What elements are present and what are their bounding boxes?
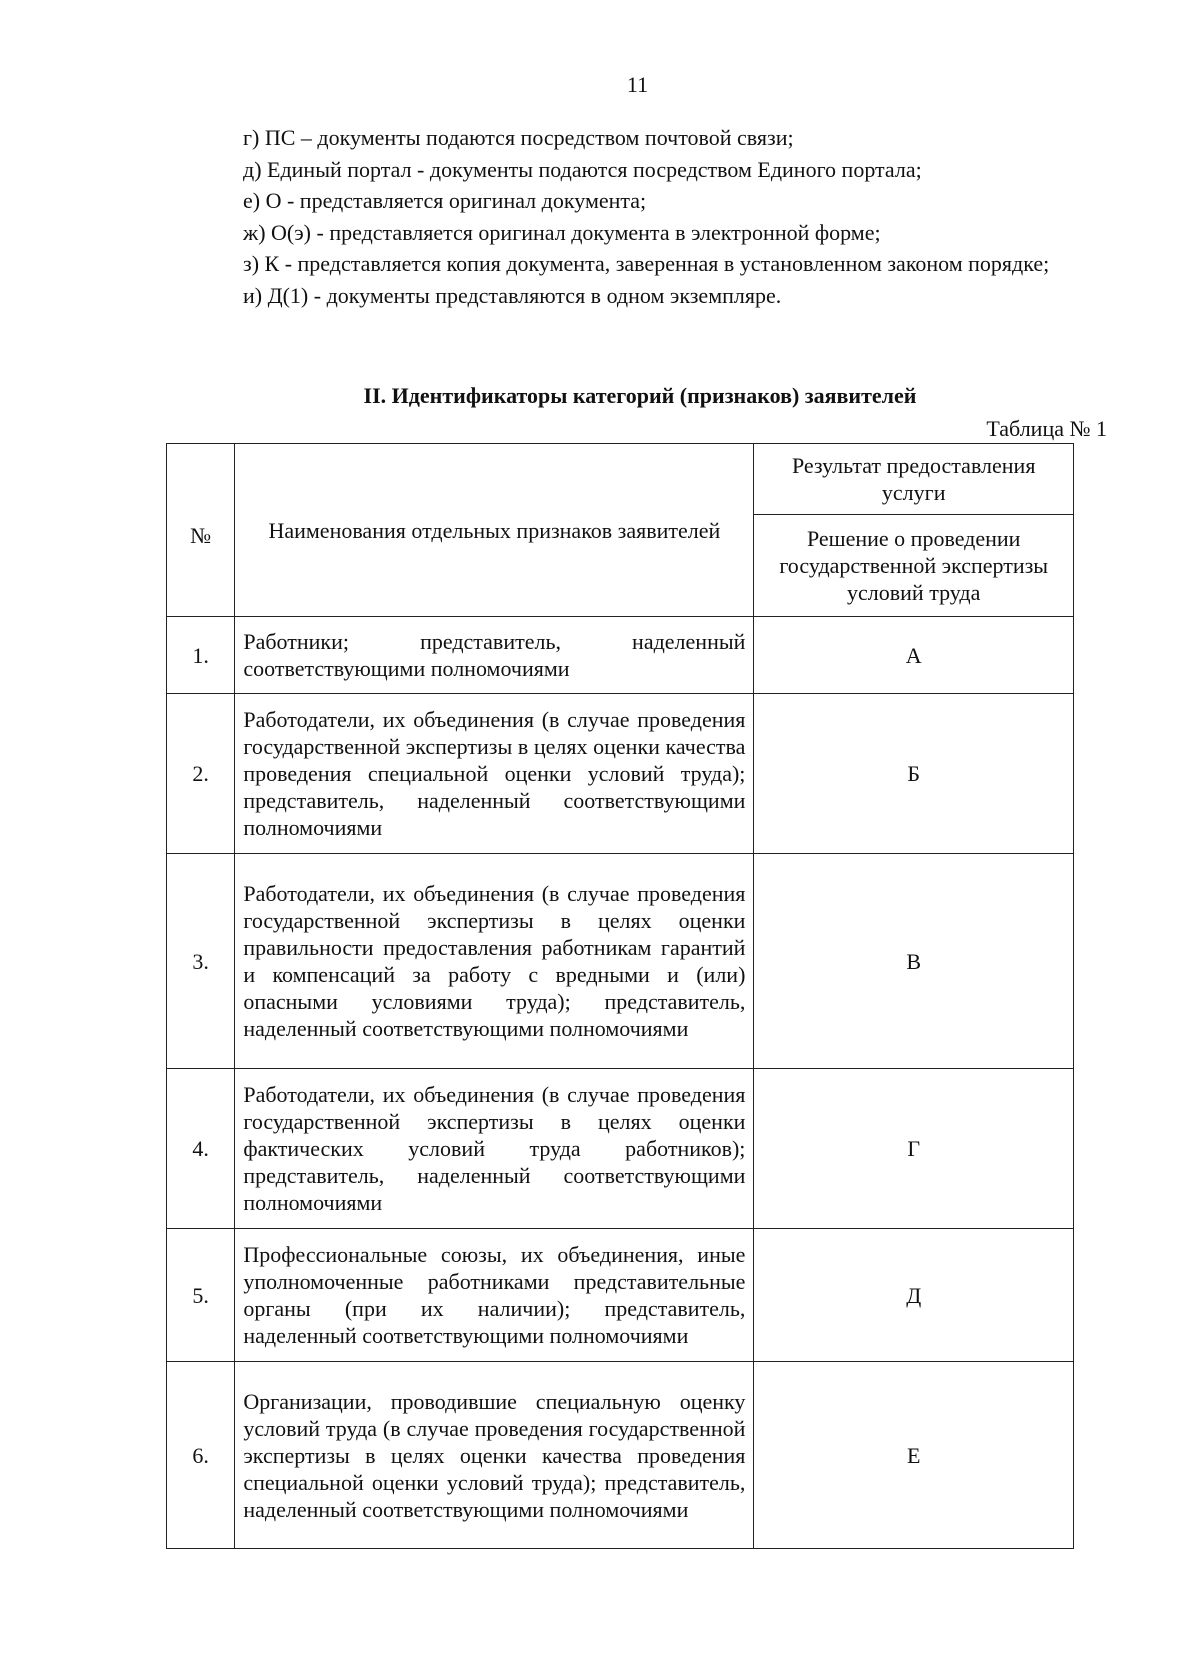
page-number: 11 — [626, 72, 649, 97]
list-item: е) О - представляется оригинал документа; — [243, 188, 647, 213]
row-result: Б — [754, 694, 1074, 854]
header-decision: Решение о проведении государственной экспертизы условий труда — [754, 515, 1074, 617]
row-result: В — [754, 854, 1074, 1069]
applicant-categories-table — [166, 443, 1074, 1549]
row-name: Работодатели, их объединения (в случае проведения государственной экспертизы в целях оценки качества проведения специальной оценки условий труда); представитель, наделенный соответствующими полномочиями — [235, 694, 754, 854]
table-row — [167, 1069, 1074, 1229]
table-label: Таблица № 1 — [986, 416, 1107, 441]
row-num: 6. — [167, 1362, 235, 1549]
table-header-row — [167, 444, 1074, 515]
list-item: и) Д(1) - документы представляются в одном экземпляре. — [243, 282, 782, 308]
row-num: 3. — [167, 854, 235, 1069]
row-num: 2. — [167, 694, 235, 854]
table-row — [167, 854, 1074, 1069]
row-name: Работодатели, их объединения (в случае проведения государственной экспертизы в целях оценки фактических условий труда работников); представитель, наделенный соответствующими полномочиями — [235, 1069, 754, 1229]
header-num: № — [167, 444, 235, 617]
list-item: з) К - представляется копия документа, заверенная в установленном законом порядке; — [243, 251, 1050, 276]
row-name: Профессиональные союзы, их объединения, иные уполномоченные работниками представительные органы (при их наличии); представитель, наделенный соответствующими полномочиями — [235, 1229, 754, 1362]
row-name: Работодатели, их объединения (в случае проведения государственной экспертизы в целях оценки правильности предоставления работникам гарантий и компенсаций за работу с вредными и (или) опасными условиями труда); представитель, наделенный соответствующими полномочиями — [235, 854, 754, 1069]
row-num: 1. — [167, 617, 235, 694]
document-list — [175, 122, 1103, 311]
row-num: 4. — [167, 1069, 235, 1229]
row-name: Организации, проводившие специальную оценку условий труда (в случае проведения государственной экспертизы в целях оценки качества проведения специальной оценки условий труда); представитель, наделенный соответствующими полномочиями — [235, 1362, 754, 1549]
section-title: II. Идентификаторы категорий (признаков) заявителей — [363, 383, 917, 408]
row-name: Работники; представитель, наделенный соответствующими полномочиями — [235, 617, 754, 694]
header-result: Результат предоставления услуги — [754, 444, 1074, 515]
table-row — [167, 1229, 1074, 1362]
list-item: г) ПС – документы подаются посредством почтовой связи; — [243, 125, 794, 150]
row-result: Д — [754, 1229, 1074, 1362]
row-result: А — [754, 617, 1074, 694]
list-item: ж) О(э) - представляется оригинал документа в электронной форме; — [243, 219, 881, 245]
row-result: Г — [754, 1069, 1074, 1229]
table-row — [167, 1362, 1074, 1549]
row-num: 5. — [167, 1229, 235, 1362]
table-row — [167, 694, 1074, 854]
list-item: д) Единый портал - документы подаются посредством Единого портала; — [243, 156, 922, 182]
row-result: Е — [754, 1362, 1074, 1549]
header-name: Наименования отдельных признаков заявителей — [235, 444, 754, 617]
table-row — [167, 617, 1074, 694]
